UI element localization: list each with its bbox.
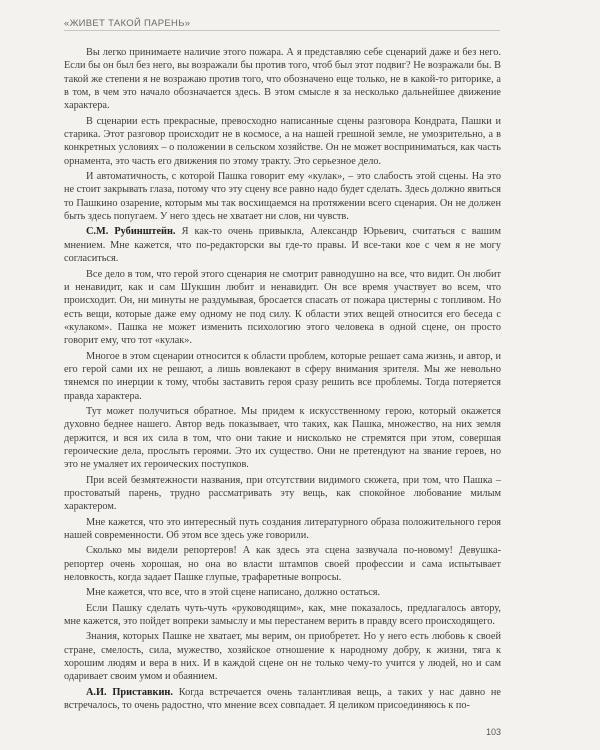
- page-number: 103: [485, 727, 501, 737]
- paragraph-12: Если Пашку сделать чуть-чуть «руководящим», как, мне показалось, предлагалось автору, мне кажется, это пойдет вопреки замыслу и мы перестанем верить в правду всего происходящего.: [64, 602, 501, 628]
- paragraph-6: Многое в этом сценарии относится к области проблем, которые решает сама жизнь, и автор, и его герой сами их не решают, а лишь вовлекают в сферу внимания зрителя. Мы же невольно тянемся по инерции к тому, чтобы заставить героя сразу решить все проблемы. Тогда потеряется правда характера.: [64, 350, 501, 402]
- paragraph-5: Все дело в том, что герой этого сценария не смотрит равнодушно на все, что видит. Он любит и ненавидит, как и сам Шукшин любит и ненавидит. Он все время участвует во всем, что происходит. Он, ни минуты не раздумывая, бросается спасать от пожара цистерны с топливом. Но есть вещи, которые даже ему одному не под силу. К области этих вещей относится его беседа с «кулаком». Пашка не может изменить психологию этого человека в одной сцене, он просто говорит ему, что тот «кулак».: [64, 268, 501, 347]
- paragraph-3: И автоматичность, с которой Пашка говорит ему «кулак», – это слабость этой сцены. На это не стоит закрывать глаза, потому что эту сцену все равно надо будет сделать. Здесь должно явиться то Пашкино озарение, которым мы так восхищаемся на протяжении всего сценария. Он не должен быть здесь попугаем. У него здесь не хватает ни слов, ни чувств.: [64, 171, 501, 223]
- paragraph-2: В сценарии есть прекрасные, превосходно написанные сцены разговора Кондрата, Пашки и старика. Этот разговор происходит не в космосе, а на нашей грешной земле, не умозрительно, а в конкретных условиях – о положении в сельском хозяйстве. Он не может восприниматься, как часть орнамента, это часть его движения по этому тракту. Это серьезное дело.: [64, 115, 501, 167]
- paragraph-8: При всей безмятежности названия, при отсутствии видимого сюжета, при том, что Пашка – простоватый парень, трудно рассматривать эту вещь, как спокойное любование милым характером.: [64, 474, 501, 513]
- paragraph-13: Знания, которых Пашке не хватает, мы верим, он приобретет. Но у него есть любовь к своей стране, смелость, сила, мужество, хозяйское отношение к народному добру, к жизни, тяга к хорошим людям и вера в них. И в каждой сцене он не только чему-то учится у людей, но и сам одаривает своим умом и обаянием.: [64, 631, 501, 683]
- speaker-name: С.М. Рубинштейн.: [86, 226, 176, 238]
- speaker-name: А.И. Приставкин.: [86, 686, 173, 698]
- paragraph-9: Мне кажется, что это интересный путь создания литературного образа положительного героя нашей современности. Об этом все здесь уже говорили.: [64, 516, 501, 542]
- paragraph-1: Вы легко принимаете наличие этого пожара. А я представляю себе сценарий даже и без него. Если бы он был без него, вы возражали бы против того, чтоб был этот подвиг? Не возражали бы. В такой же степени я не возражаю против того, что обозначено еще только, не в какой-то риторике, а в том, в чем это начало обозначается здесь. В этом смысле я за несколько дальнейшее движение характера.: [64, 47, 501, 112]
- paragraph-14: А.И. Приставкин. Когда встречается очень талантливая вещь, а таких у нас давно не встречалось, то очень радостно, что мнение всех совпадает. Я целиком присоединяюсь к по-: [64, 686, 501, 712]
- running-head: «ЖИВЕТ ТАКОЙ ПАРЕНЬ»: [64, 18, 191, 29]
- paragraph-11: Мне кажется, что все, что в этой сцене написано, должно остаться.: [86, 587, 381, 599]
- body-text: [64, 46, 501, 715]
- paragraph-7: Тут может получиться обратное. Мы придем к искусственному герою, который окажется духовно беднее нашего. Автор ведь показывает, что таких, как Пашка, множество, на них земля держится, и вся их сила в том, что они такие и нисколько не стремятся при этом, совершая героические дела, прослыть героями. Это их существо. Они не претендуют на звание героев, но это не умаляет их героических поступков.: [64, 405, 501, 471]
- paragraph-10: Сколько мы видели репортеров! А как здесь эта сцена зазвучала по-новому! Девушка-репортер очень хорошая, но она во власти штампов своей профессии и сама испытывает неловкость, когда задает Пашке глупые, трафаретные вопросы.: [64, 545, 501, 584]
- header-rule: [64, 30, 500, 31]
- paragraph-4: С.М. Рубинштейн. Я как-то очень привыкла, Александр Юрьевич, считаться с вашим мнением. Мне кажется, что по-редакторски вы где-то правы. И все-таки кое с чем я не могу согласиться.: [64, 226, 501, 265]
